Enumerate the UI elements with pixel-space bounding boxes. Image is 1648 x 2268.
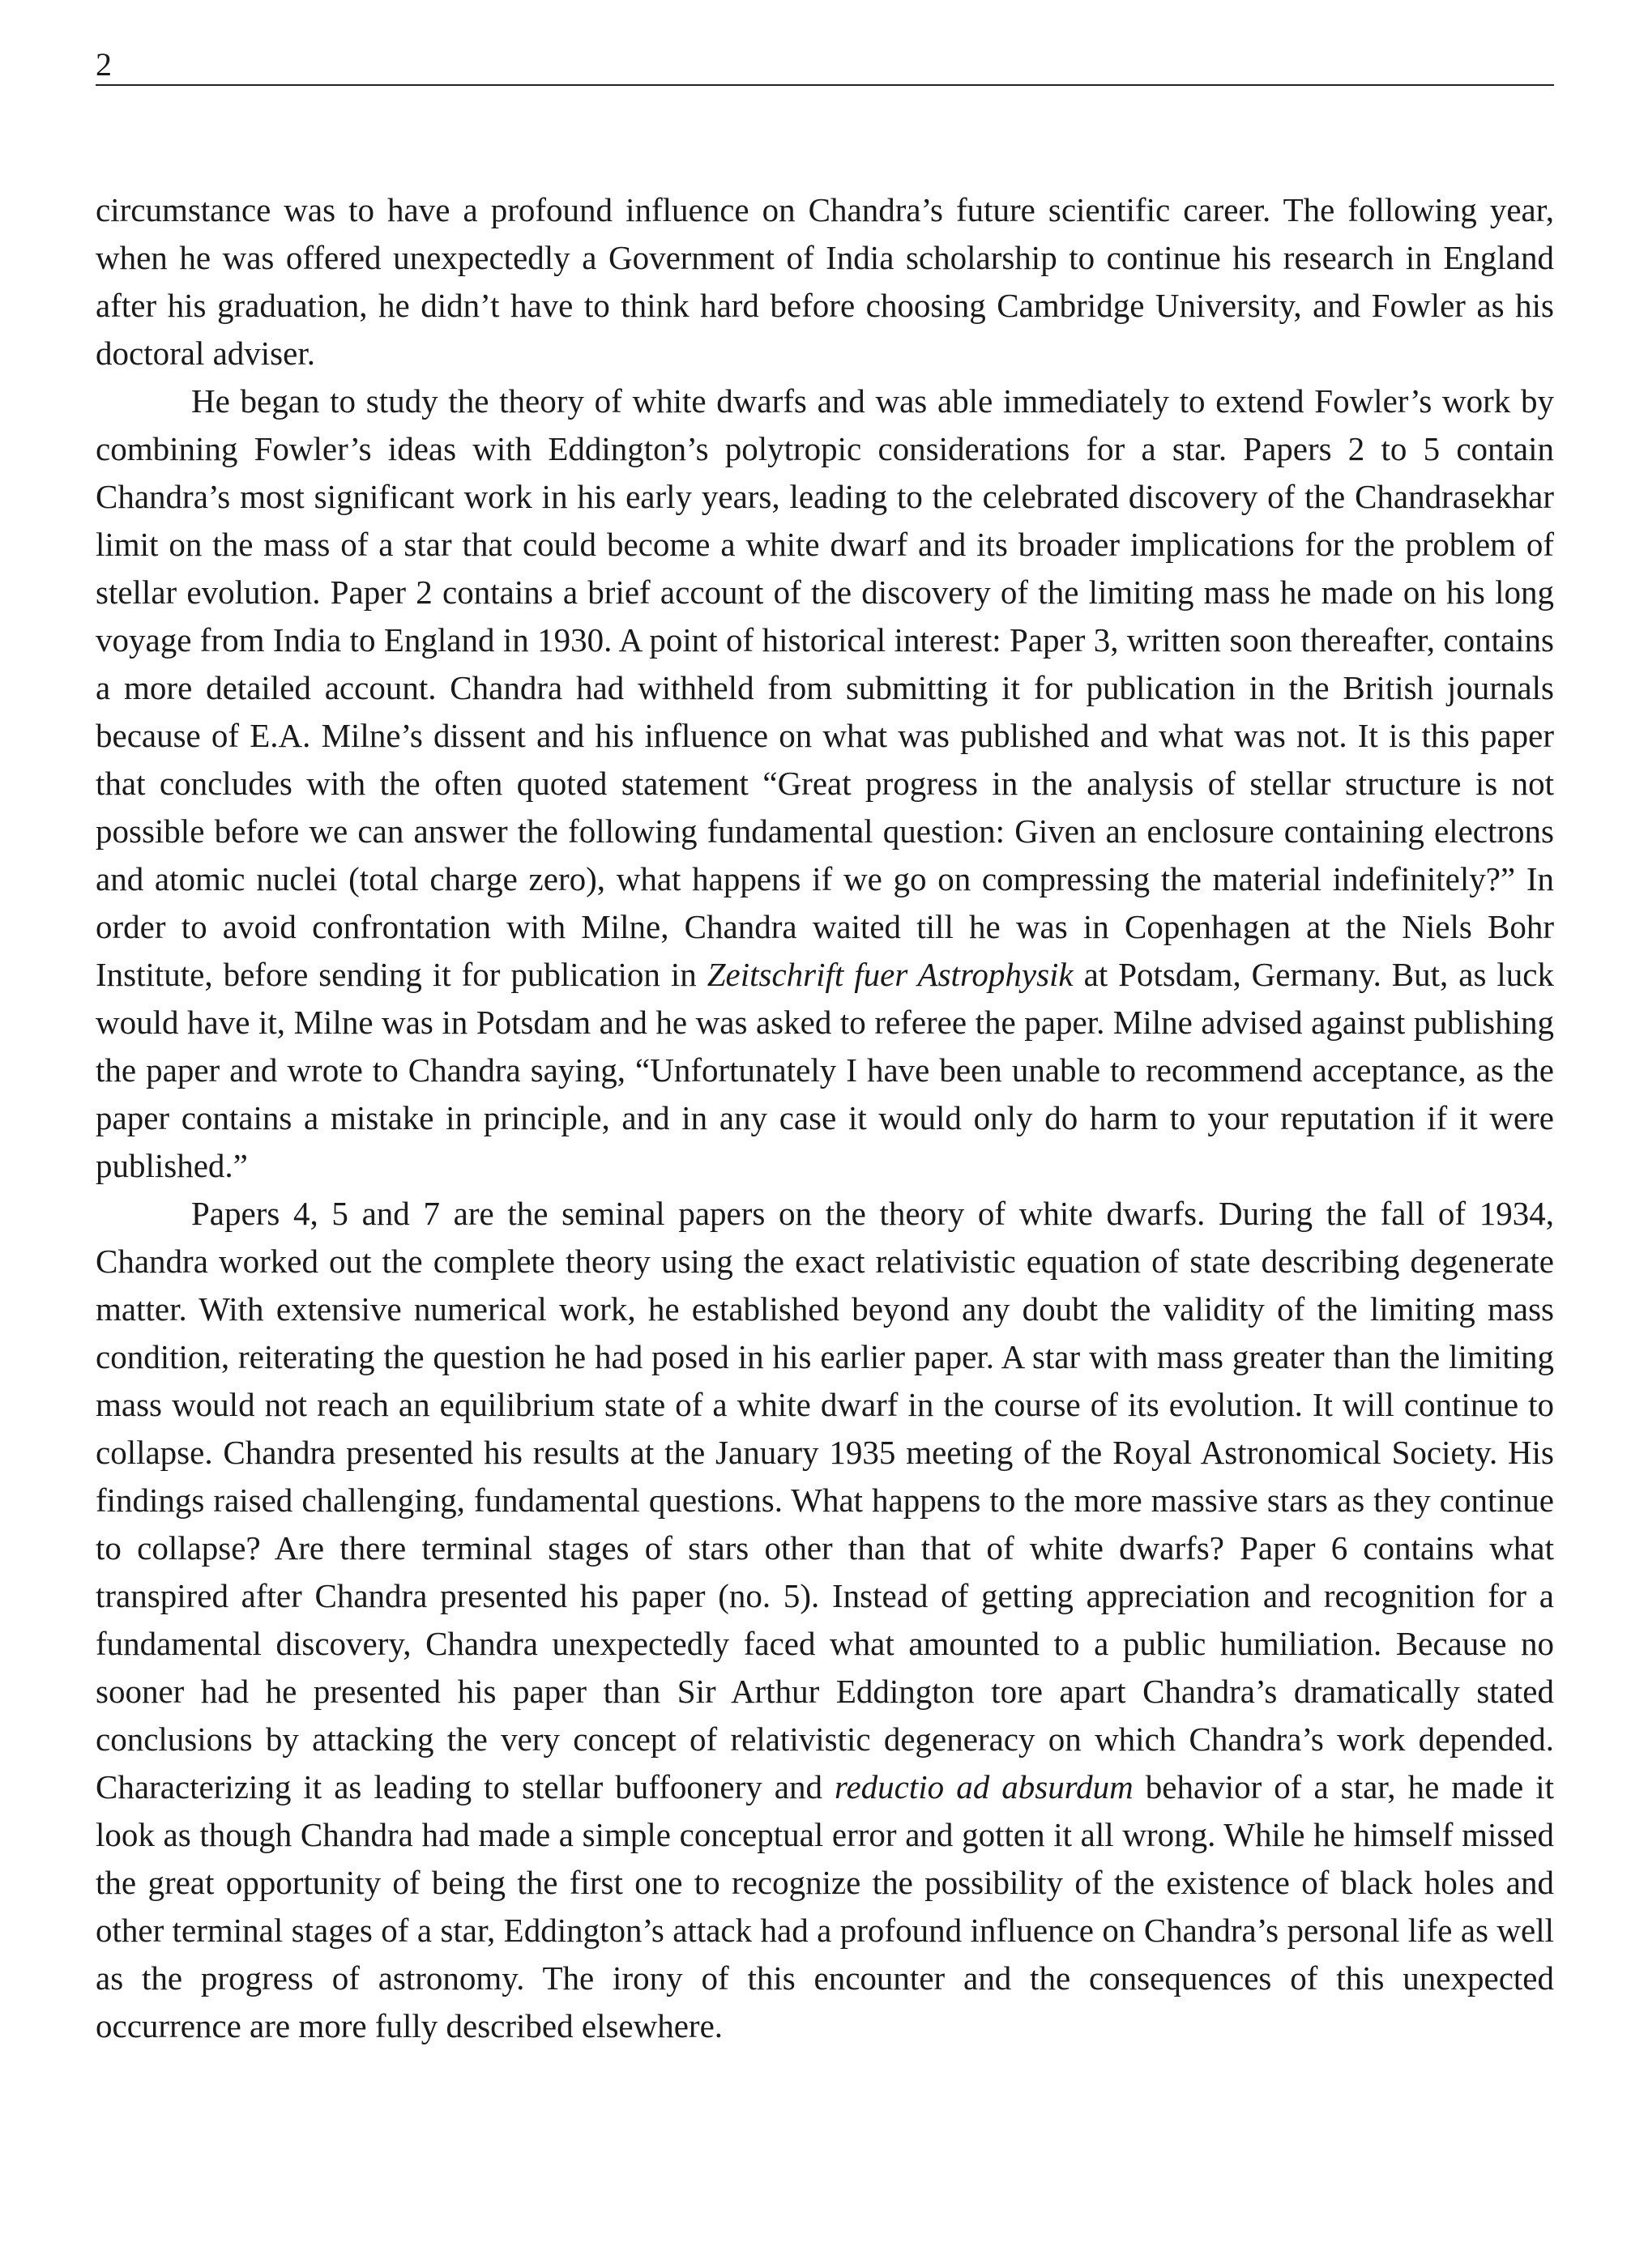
journal-title-italic: Zeitschrift fuer Astrophysik xyxy=(707,956,1074,993)
body-text xyxy=(96,186,1554,2050)
paragraph-text: at Potsdam, Germany. But, as luck would have it, Milne was in Potsdam and he was asked to referee the paper. Milne advised against publishing the paper and wrote to Chandra saying, “Unfortunately I have been unable to recommend acceptance, as the paper contains a mistake in principle, and in any case it would only do harm to your reputation if it were published.” xyxy=(96,956,1555,1184)
document-page xyxy=(96,32,1554,2050)
paragraph-text: behavior of a star, he made it look as though Chandra had made a simple conceptual error and gotten it all wrong. While he himself missed the great opportunity of being the first one to recognize the possibility of the existence of black holes and other terminal stages of a star, Eddington’s attack had a profound influence on Chandra’s personal life as well as the progress of astronomy. The irony of this encounter and the consequences of this unexpected occurrence are more fully described elsewhere. xyxy=(96,1768,1554,2044)
page-header xyxy=(96,32,1554,86)
paragraph-3 xyxy=(96,1190,1554,2050)
latin-phrase-italic: reductio ad absurdum xyxy=(835,1768,1134,1805)
paragraph-text: He began to study the theory of white dwarfs and was able immediately to extend Fowler’s work by combining Fowler’s ideas with Eddington’s polytropic considerations for a star. Papers 2 to 5 contain Chandra’s most significant work in his early years, leading to the celebrated discovery of the Chandrasekhar limit on the mass of a star that could become a white dwarf and its broader implications for the problem of stellar evolution. Paper 2 contains a brief account of the discovery of the limiting mass he made on his long voyage from India to England in 1930. A point of historical interest: Paper 3, written soon thereafter, contains a more detailed account. Chandra had withheld from submitting it for publication in the British journals because of E.A. Milne’s dissent and his influence on what was published and what was not. It is this paper that concludes with the often quoted statement “Great progress in the analysis of stellar structure is not possible before we can answer the following fundamental question: Given an enclosure containing electrons and atomic nuclei (total charge zero), what happens if we go on compressing the material indefinitely?” In order to avoid confrontation with Milne, Chandra waited till he was in Copenhagen at the Niels Bohr Institute, before sending it for publication in xyxy=(96,382,1554,993)
page-number: 2 xyxy=(96,46,112,83)
paragraph-1 xyxy=(96,186,1554,377)
paragraph-2 xyxy=(96,377,1554,1190)
paragraph-text: Papers 4, 5 and 7 are the seminal papers on the theory of white dwarfs. During the fall of 1934, Chandra worked out the complete theory using the exact relativistic equation of state describing degenerate matter. With extensive numerical work, he established beyond any doubt the validity of the limiting mass condition, reiterating the question he had posed in his earlier paper. A star with mass greater than the limiting mass would not reach an equilibrium state of a white dwarf in the course of its evolution. It will continue to collapse. Chandra presented his results at the January 1935 meeting of the Royal Astronomical Society. His findings raised challenging, fundamental questions. What happens to the more massive stars as they continue to collapse? Are there terminal stages of stars other than that of white dwarfs? Paper 6 contains what transpired after Chandra presented his paper (no. 5). Instead of getting appreciation and recognition for a fundamental discovery, Chandra unexpectedly faced what amounted to a public humiliation. Because no sooner had he presented his paper than Sir Arthur Eddington tore apart Chandra’s dramatically stated conclusions by attacking the very concept of relativistic degeneracy on which Chandra’s work depended. Characterizing it as leading to stellar buffoonery and xyxy=(96,1195,1554,1805)
paragraph-text: circumstance was to have a profound influence on Chandra’s future scientific career. The following year, when he was offered unexpectedly a Government of India scholarship to continue his research in England after his graduation, he didn’t have to think hard before choosing Cambridge University, and Fowler as his doctoral adviser. xyxy=(96,191,1554,372)
